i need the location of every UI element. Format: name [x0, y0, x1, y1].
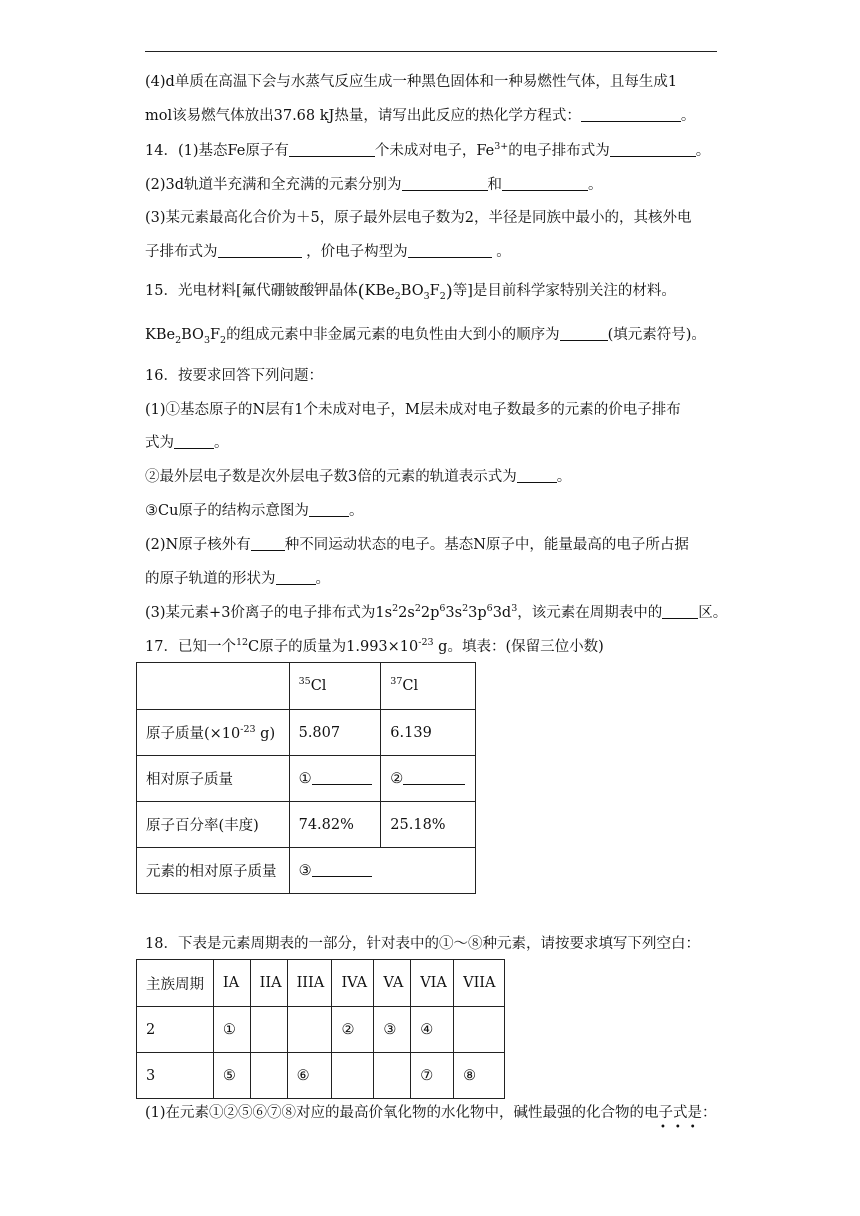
emphasis-dots: •••: [660, 1122, 705, 1133]
top-rule: [145, 51, 717, 52]
answer-blank[interactable]: [408, 243, 492, 258]
text: g。填表：(保留三位小数): [433, 639, 604, 655]
q14-3-line2: [145, 242, 511, 262]
table-row: [137, 848, 476, 894]
text: 。: [214, 435, 229, 451]
table-header-cell: 主族周期: [137, 960, 214, 1007]
answer-blank[interactable]: [502, 176, 588, 191]
paren-open: (: [357, 281, 365, 302]
text: (4)d单质在高温下会与水蒸气反应生成一种黑色固体和一种易燃性气体，且每生成1: [145, 74, 678, 90]
table-header-cell: IIIA: [287, 960, 332, 1007]
text: 。: [695, 143, 711, 159]
text: 种不同运动状态的电子。基态N原子中，能量最高的电子所占据: [284, 537, 689, 553]
charge-superscript: 3+: [494, 141, 509, 153]
text: 的组成元素中非金属元素的电负性由大到小的顺序为: [226, 327, 560, 343]
table-header-cell: IVA: [332, 960, 374, 1007]
isotope-table: [136, 662, 476, 894]
table-cell: ③: [374, 1007, 411, 1053]
table-cell: [332, 1053, 374, 1099]
answer-blank[interactable]: [312, 770, 372, 785]
q14-2: [145, 175, 603, 195]
answer-blank[interactable]: [289, 142, 375, 157]
table-header-cell: VIIA: [454, 960, 505, 1007]
text: 。: [680, 108, 696, 124]
table-cell: [287, 1007, 332, 1053]
table-header-cell: IIA: [250, 960, 287, 1007]
q16-2-line1: [145, 535, 689, 555]
text: 的电子排布式为: [508, 143, 610, 159]
text: 个未成对电子，Fe: [374, 143, 495, 159]
table-cell: 5.807: [289, 710, 381, 756]
answer-blank[interactable]: [309, 502, 349, 517]
isotope-superscript: 12: [235, 637, 249, 649]
answer-blank[interactable]: [312, 862, 372, 877]
text: (1)①基态原子的N层有1个未成对电子，M层未成对电子数最多的元素的价电子排布: [145, 402, 681, 418]
text: (2)N原子核外有: [145, 537, 251, 553]
text: 。: [496, 244, 511, 260]
table-cell: ⑥: [287, 1053, 332, 1099]
table-header-cell: IA: [213, 960, 250, 1007]
table-cell: 相对原子质量: [137, 756, 290, 802]
q13-4-line1: [145, 72, 677, 92]
table-cell: [250, 1053, 287, 1099]
text: ，价电子构型为: [306, 244, 408, 260]
text: 和: [487, 177, 503, 193]
answer-blank[interactable]: [403, 770, 465, 785]
q16-1-line4: [145, 501, 363, 521]
q16-1-line2: [145, 433, 229, 453]
table-cell: ④: [411, 1007, 454, 1053]
table-cell: 6.139: [381, 710, 476, 756]
text: 。: [556, 469, 572, 485]
table-cell: 74.82%: [289, 802, 381, 848]
text: (3)某元素最高化合价为＋5，原子最外层电子数为2，半径是同族中最小的，其核外电: [145, 210, 692, 226]
table-row: [137, 710, 476, 756]
table-row: [137, 960, 505, 1007]
table-row: [137, 663, 476, 710]
q18-1: [145, 1103, 717, 1123]
table-row: [137, 756, 476, 802]
q16-2-line2: [145, 569, 330, 589]
table-cell: ②: [332, 1007, 374, 1053]
text: 等]是目前科学家特别关注的材料。: [452, 283, 676, 299]
q17-heading: [145, 637, 604, 657]
answer-blank[interactable]: [581, 107, 681, 122]
answer-blank[interactable]: [174, 434, 214, 449]
text: (2)3d轨道半充满和全充满的元素分别为: [145, 177, 402, 193]
table-header-cell: VIA: [411, 960, 454, 1007]
table-cell: [374, 1053, 411, 1099]
answer-blank[interactable]: [251, 536, 285, 551]
table-cell: ①: [213, 1007, 250, 1053]
text: ，该元素在周期表中的: [517, 605, 663, 621]
paren-close: ): [445, 281, 453, 302]
q18-heading: [145, 934, 700, 954]
table-cell: ⑦: [411, 1053, 454, 1099]
text: C原子的质量为1.993×10: [248, 639, 419, 655]
text: 。: [348, 503, 364, 519]
q14-3-line1: [145, 208, 692, 228]
table-row: [137, 1053, 505, 1099]
answer-blank[interactable]: [402, 176, 488, 191]
table-cell: 25.18%: [381, 802, 476, 848]
table-cell: ⑧: [454, 1053, 505, 1099]
table-cell: 2: [137, 1007, 214, 1053]
text: ③Cu原子的结构示意图为: [145, 503, 309, 519]
text: 。: [315, 571, 330, 587]
table-cell: ③: [289, 848, 475, 894]
text: (3)某元素+3价离子的电子排布式为1s: [145, 605, 393, 621]
table-cell: 3: [137, 1053, 214, 1099]
answer-blank[interactable]: [560, 326, 608, 341]
table-cell: [137, 663, 290, 710]
q15-line2: [145, 325, 706, 345]
text: 16．按要求回答下列问题：: [145, 368, 323, 384]
q13-4-line2: [145, 106, 695, 126]
q14-1: [145, 141, 710, 161]
table-cell: 元素的相对原子质量: [137, 848, 290, 894]
table-cell: ②: [381, 756, 476, 802]
table-cell: [454, 1007, 505, 1053]
text: mol该易燃气体放出37.68 kJ热量，请写出此反应的热化学方程式：: [145, 108, 581, 124]
q16-1-line1: [145, 400, 681, 420]
table-cell: $^{35}$Cl: [289, 663, 381, 710]
text: 的原子轨道的形状为: [145, 571, 276, 587]
text: 。: [588, 177, 603, 193]
answer-blank[interactable]: [610, 142, 696, 157]
text: 18．下表是元素周期表的一部分，针对表中的①～⑧种元素，请按要求填写下列空白：: [145, 936, 700, 952]
table-cell: ①: [289, 756, 381, 802]
answer-blank[interactable]: [662, 604, 698, 619]
exponent-superscript: -23: [418, 637, 434, 649]
answer-blank[interactable]: [517, 468, 557, 483]
text: ②最外层电子数是次外层电子数3倍的元素的轨道表示式为: [145, 469, 517, 485]
text: 子排布式为: [145, 244, 218, 260]
text: 15．光电材料[氟代硼铍酸钾晶体: [145, 283, 358, 299]
answer-blank[interactable]: [218, 243, 302, 258]
table-header-cell: VA: [374, 960, 411, 1007]
table-cell: ⑤: [213, 1053, 250, 1099]
table-cell: [250, 1007, 287, 1053]
table-row: [137, 802, 476, 848]
answer-blank[interactable]: [276, 570, 316, 585]
table-cell: 原子质量($\times 10^{-23}$ g): [137, 710, 290, 756]
periodic-table: [136, 959, 505, 1099]
formula: $KBe_2BO_3F_2$: [364, 283, 446, 302]
text: (填元素符号)。: [607, 327, 706, 343]
electron-config: $^22s^22p^63s^23p^63d^3$: [392, 603, 518, 621]
table-cell: $^{37}$Cl: [381, 663, 476, 710]
q16-1-line3: [145, 467, 571, 487]
text: 式为: [145, 435, 174, 451]
table-row: [137, 1007, 505, 1053]
text: 17．已知一个: [145, 639, 236, 655]
formula: $KBe_2BO_3F_2$: [145, 327, 227, 346]
text: 14．(1)基态Fe原子有: [145, 143, 289, 159]
q15-line1: [145, 281, 676, 302]
table-cell: 原子百分率(丰度): [137, 802, 290, 848]
q16-3: [145, 603, 727, 623]
text: (1)在元素①②⑤⑥⑦⑧对应的最高价氧化物的水化物中，碱性最强的化合物的电子式是：: [145, 1105, 717, 1121]
q16-heading: [145, 366, 323, 386]
text: 区。: [698, 605, 728, 621]
